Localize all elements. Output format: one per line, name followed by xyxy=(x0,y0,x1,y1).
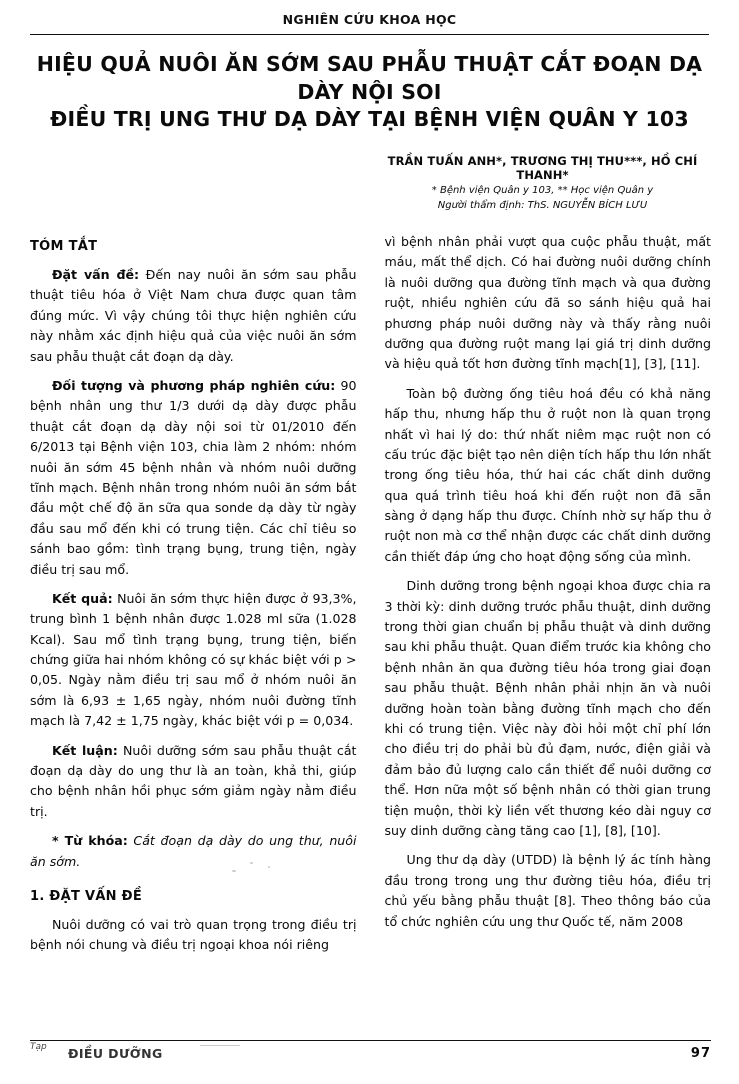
footer-divider xyxy=(30,1040,711,1041)
author-affiliation: * Bệnh viện Quân y 103, ** Học viện Quân y xyxy=(431,185,654,197)
scan-speck xyxy=(232,870,236,872)
title-line-2: ĐIỀU TRỊ UNG THƯ DẠ DÀY TẠI BỆNH VIỆN QUÂN Y 103 xyxy=(50,107,689,132)
running-head xyxy=(0,0,739,27)
abstract-paragraph-background xyxy=(30,265,357,367)
abstract-lead-methods: Đối tượng và phương pháp nghiên cứu: xyxy=(52,378,336,393)
running-head-part-1: NGHIÊN CỨU xyxy=(282,12,380,27)
abstract-text-results: Nuôi ăn sớm thực hiện được ở 93,3%, trung bình 1 bệnh nhân được 1.028 ml sữa (1.028 Kcal). Sau mổ tình trạng bụng, trung tiện, biến chứng giữa hai nhóm không có sự khác biệt với p > 0,05. Ngày nằm điều trị sau mổ ở nhóm nuôi ăn sớm là 6,93 ± 1,65 ngày, nhóm nuôi đường tĩnh mạch là 7,42 ± 1,75 ngày, khác biệt với p = 0,034. xyxy=(30,590,357,729)
keywords-paragraph xyxy=(30,831,357,872)
abstract-lead-background: Đặt vấn đề: xyxy=(52,267,140,283)
running-head-part-2: KHOA HỌC xyxy=(379,12,457,27)
reviewer-note: Người thẩm định: ThS. NGUYỄN BÍCH LƯU xyxy=(437,199,648,211)
journal-logo-icon: Tạp xyxy=(30,1042,47,1052)
keywords-lead: * Từ khóa: xyxy=(52,833,128,849)
right-paragraph-3: Dinh dưỡng trong bệnh ngoại khoa được chia ra 3 thời kỳ: dinh dưỡng trước phẫu thuật, dinh dưỡng trong thời gian chuẩn bị phẫu thuật và dinh dưỡng sau khi phẫu thuật. Quan điểm trước kia không cho bệnh nhân ăn qua đường tiêu hóa trong giai đoạn sau phẫu thuật. Bệnh nhân phải nhịn ăn và nuôi dưỡng hoàn toàn bằng đường tĩnh mạch cho đến khi có trung tiện. Việc này đòi hỏi một chỉ phí lớn cho điều trị do phải bù đủ đạm, nước, điện giải và đảm bảo đủ lượng calo cần thiết để nuôi dưỡng cơ thể. Hơn nữa một số bệnh nhân có thời gian trung tiện muộn, thời kỳ liền vết thương kéo dài nguy cơ suy dinh dưỡng càng tăng cao [1], [8], [10]. xyxy=(384,578,711,838)
article-title xyxy=(26,51,713,134)
section-1-paragraph: Nuôi dưỡng có vai trò quan trọng trong điều trị bệnh nói chung và điều trị ngoại khoa nói riêng xyxy=(30,917,357,953)
page-number: 97 xyxy=(690,1046,711,1061)
right-paragraph-4: Ung thư dạ dày (UTDD) là bệnh lý ác tính hàng đầu trong trong ung thư đường tiêu hóa, điều trị chủ yếu bằng phẫu thuật [8]. Theo thông báo của tổ chức nghiên cứu ung thư Quốc tế, năm 2008 xyxy=(384,852,711,929)
author-names: TRẦN TUẤN ANH*, TRƯƠNG THỊ THU***, HỒ CHÍ THANH* xyxy=(387,154,698,183)
abstract-lead-conclusion: Kết luận: xyxy=(52,742,118,758)
page-footer xyxy=(30,1040,711,1070)
abstract-heading: TÓM TẮT xyxy=(30,239,98,254)
journal-name: ĐIỀU DƯỠNG xyxy=(68,1046,163,1061)
scan-speck xyxy=(268,866,270,868)
scan-speck xyxy=(250,862,253,864)
author-block xyxy=(370,154,715,213)
right-paragraph-2: Toàn bộ đường ống tiêu hoá đều có khả năng hấp thu, nhưng hấp thu ở ruột non là quan trọng nhất vì hai lý do: thứ nhất niêm mạc ruột non có cấu trúc đặc biệt tạo nên diện tích hấp thu lớn nhất trong ống tiêu hóa, thứ hai các chất dinh dưỡng qua quá trình tiêu hoá khi đến ruột non đã sẵn sàng ở dạng hấp thu được. Chính nhờ sự hấp thu ở ruột non mà cơ thể nhận được các chất dinh dưỡng cần thiết đáp ứng cho hoạt động sống của mình. xyxy=(384,385,711,564)
abstract-text-background: Đến nay nuôi ăn sớm sau phẫu thuật tiêu hóa ở Việt Nam chưa được quan tâm đúng mức. Vì vậy chúng tôi thực hiện nghiên cứu này nhằm xác định hiệu quả của việc nuôi ăn sớm sau phẫu thuật cắt đoạn dạ dày. xyxy=(30,267,357,364)
abstract-text-conclusion: Nuôi dưỡng sớm sau phẫu thuật cắt đoạn dạ dày do ung thư là an toàn, khả thi, giúp cho bệnh nhân hồi phục sớm giảm ngày nằm điều trị. xyxy=(30,742,357,819)
abstract-lead-results: Kết quả: xyxy=(52,590,113,606)
abstract-text-methods: 90 bệnh nhân ung thư 1/3 dưới dạ dày được phẫu thuật cắt đoạn dạ dày nội soi từ 01/2010 đến 6/2013 tại Bệnh viện 103, chia làm 2 nhóm: nhóm nuôi ăn sớm 45 bệnh nhân và nhóm nuôi dưỡng tĩnh mạch. Bệnh nhân trong nhóm nuôi ăn sớm bắt đầu một chế độ ăn sữa qua sonde dạ dày từ ngày đầu sau mổ đến khi có trung tiện. Các chỉ tiêu so sánh bao gồm: tình trạng bụng, trung tiện, ngày điều trị sau mổ. xyxy=(30,378,357,577)
title-line-1: HIỆU QUẢ NUÔI ĂN SỚM SAU PHẪU THUẬT CẮT ĐOẠN DẠ DÀY NỘI SOI xyxy=(36,52,703,104)
right-paragraph-1: vì bệnh nhân phải vượt qua cuộc phẫu thuật, mất máu, mất thể dịch. Có hai đường nuôi dưỡng chính là nuôi dưỡng qua đường tĩnh mạch và qua đường ruột, nhiều nghiên cứu đã so sánh hiệu quả hai phương pháp nuôi dưỡng này và thấy rằng nuôi dưỡng qua đường ruột mang lại giá trị dinh dưỡng và hiệu quả tốt hơn đường tĩnh mạch[1], [3], [11]. xyxy=(384,234,711,372)
left-column xyxy=(30,232,357,1024)
right-column xyxy=(385,232,712,1024)
header-divider xyxy=(30,34,709,35)
section-1-heading: 1. ĐẶT VẤN ĐỀ xyxy=(30,888,143,904)
scan-speck xyxy=(200,1045,240,1046)
keywords-text: Cắt đoạn dạ dày do ung thư, nuôi ăn sớm. xyxy=(30,833,357,869)
abstract-paragraph-methods xyxy=(30,376,357,580)
body-columns xyxy=(30,232,711,1024)
abstract-paragraph-conclusion xyxy=(30,741,357,823)
abstract-paragraph-results xyxy=(30,589,357,732)
